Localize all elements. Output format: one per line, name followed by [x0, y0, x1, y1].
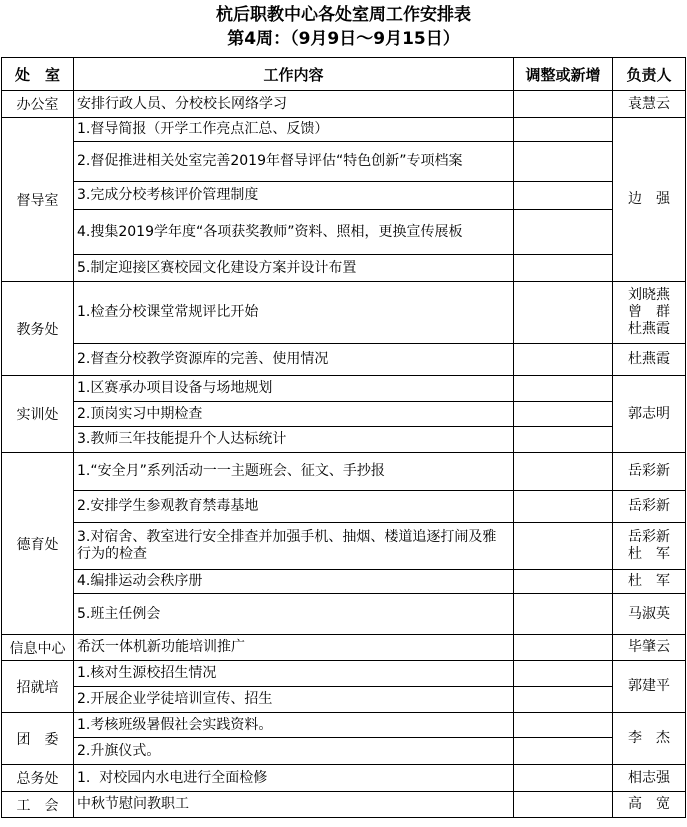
owner-cell: 相志强	[613, 765, 686, 792]
owner-cell: 边 强	[613, 118, 686, 282]
table-row	[2, 491, 686, 523]
owner-cell: 袁慧云	[613, 91, 686, 118]
owner-cell: 岳彩新	[613, 453, 686, 491]
table-row	[2, 713, 686, 738]
adjust-cell	[514, 491, 613, 523]
dept-cell: 办公室	[2, 91, 74, 118]
table-row	[2, 402, 686, 427]
dept-cell: 工 会	[2, 792, 74, 818]
owner-cell: 高 宽	[613, 792, 686, 818]
owner-cell: 李 杰	[613, 713, 686, 765]
table-row	[2, 210, 686, 255]
task-cell: 希沃一体机新功能培训推广	[74, 635, 514, 661]
adjust-cell	[514, 427, 613, 453]
task-cell: 2.开展企业学徒培训宣传、招生	[74, 687, 514, 713]
adjust-cell	[514, 765, 613, 792]
adjust-cell	[514, 738, 613, 765]
table-row	[2, 255, 686, 282]
owner-cell: 杜 军	[613, 570, 686, 594]
adjust-cell	[514, 687, 613, 713]
dept-cell: 实训处	[2, 376, 74, 453]
task-cell: 2.顶岗实习中期检查	[74, 402, 514, 427]
task-cell: 1.区赛承办项目设备与场地规划	[74, 376, 514, 402]
adjust-cell	[514, 255, 613, 282]
header-adjust: 调整或新增	[514, 58, 613, 91]
task-cell: 1. 对校园内水电进行全面检修	[74, 765, 514, 792]
adjust-cell	[514, 210, 613, 255]
adjust-cell	[514, 376, 613, 402]
dept-cell: 信息中心	[2, 635, 74, 661]
task-cell: 1.督导简报（开学工作亮点汇总、反馈）	[74, 118, 514, 142]
owner-cell: 岳彩新 杜 军	[613, 523, 686, 570]
dept-cell: 团 委	[2, 713, 74, 765]
table-row	[2, 118, 686, 142]
dept-cell: 招就培	[2, 661, 74, 713]
owner-cell: 郭建平	[613, 661, 686, 713]
table-row	[2, 427, 686, 453]
table-row	[2, 344, 686, 376]
table-row	[2, 182, 686, 210]
task-cell: 2.督查分校教学资源库的完善、使用情况	[74, 344, 514, 376]
task-cell: 2.督促推进相关处室完善2019年督导评估“特色创新”专项档案	[74, 142, 514, 182]
owner-cell: 杜燕霞	[613, 344, 686, 376]
owner-cell: 刘晓燕 曾 群 杜燕霞	[613, 282, 686, 344]
adjust-cell	[514, 570, 613, 594]
task-cell: 5.班主任例会	[74, 594, 514, 635]
table-row	[2, 453, 686, 491]
adjust-cell	[514, 713, 613, 738]
adjust-cell	[514, 118, 613, 142]
adjust-cell	[514, 594, 613, 635]
table-row	[2, 661, 686, 687]
table-row	[2, 91, 686, 118]
dept-cell: 督导室	[2, 118, 74, 282]
header-owner: 负责人	[613, 58, 686, 91]
table-row	[2, 635, 686, 661]
task-cell: 安排行政人员、分校校长网络学习	[74, 91, 514, 118]
dept-cell: 教务处	[2, 282, 74, 376]
owner-cell: 岳彩新	[613, 491, 686, 523]
adjust-cell	[514, 142, 613, 182]
table-row	[2, 765, 686, 792]
adjust-cell	[514, 282, 613, 344]
task-cell: 1.“安全月”系列活动一一主题班会、征文、手抄报	[74, 453, 514, 491]
owner-cell: 毕肇云	[613, 635, 686, 661]
adjust-cell	[514, 91, 613, 118]
table-row	[2, 376, 686, 402]
adjust-cell	[514, 661, 613, 687]
task-cell: 1.检查分校课堂常规评比开始	[74, 282, 514, 344]
header-row	[2, 58, 686, 91]
adjust-cell	[514, 792, 613, 818]
table-row	[2, 792, 686, 818]
task-cell: 3.教师三年技能提升个人达标统计	[74, 427, 514, 453]
header-content: 工作内容	[74, 58, 514, 91]
adjust-cell	[514, 402, 613, 427]
header-dept: 处 室	[2, 58, 74, 91]
table-row	[2, 523, 686, 570]
task-cell: 5.制定迎接区赛校园文化建设方案并设计布置	[74, 255, 514, 282]
table-row	[2, 570, 686, 594]
adjust-cell	[514, 453, 613, 491]
table-row	[2, 738, 686, 765]
table-row	[2, 687, 686, 713]
task-cell: 3.完成分校考核评价管理制度	[74, 182, 514, 210]
dept-cell: 德育处	[2, 453, 74, 635]
task-cell: 4.编排运动会秩序册	[74, 570, 514, 594]
task-cell: 2.安排学生参观教育禁毒基地	[74, 491, 514, 523]
dept-cell: 总务处	[2, 765, 74, 792]
title-line-1: 杭后职教中心各处室周工作安排表	[216, 5, 471, 25]
title-line-2: 第4周：（9月9日～9月15日）	[227, 29, 460, 49]
table-row	[2, 282, 686, 344]
task-cell: 2.升旗仪式。	[74, 738, 514, 765]
adjust-cell	[514, 523, 613, 570]
schedule-table	[1, 57, 686, 818]
page-title	[0, 3, 687, 51]
table-row	[2, 142, 686, 182]
owner-cell: 马淑英	[613, 594, 686, 635]
task-cell: 4.搜集2019学年度“各项获奖教师”资料、照相，更换宣传展板	[74, 210, 514, 255]
task-cell: 1.核对生源校招生情况	[74, 661, 514, 687]
adjust-cell	[514, 182, 613, 210]
table-row	[2, 594, 686, 635]
adjust-cell	[514, 635, 613, 661]
adjust-cell	[514, 344, 613, 376]
owner-cell: 郭志明	[613, 376, 686, 453]
task-cell: 中秋节慰问教职工	[74, 792, 514, 818]
task-cell: 1.考核班级暑假社会实践资料。	[74, 713, 514, 738]
task-cell: 3.对宿舍、教室进行安全排查并加强手机、抽烟、楼道追逐打闹及雅行为的检查	[74, 523, 514, 570]
